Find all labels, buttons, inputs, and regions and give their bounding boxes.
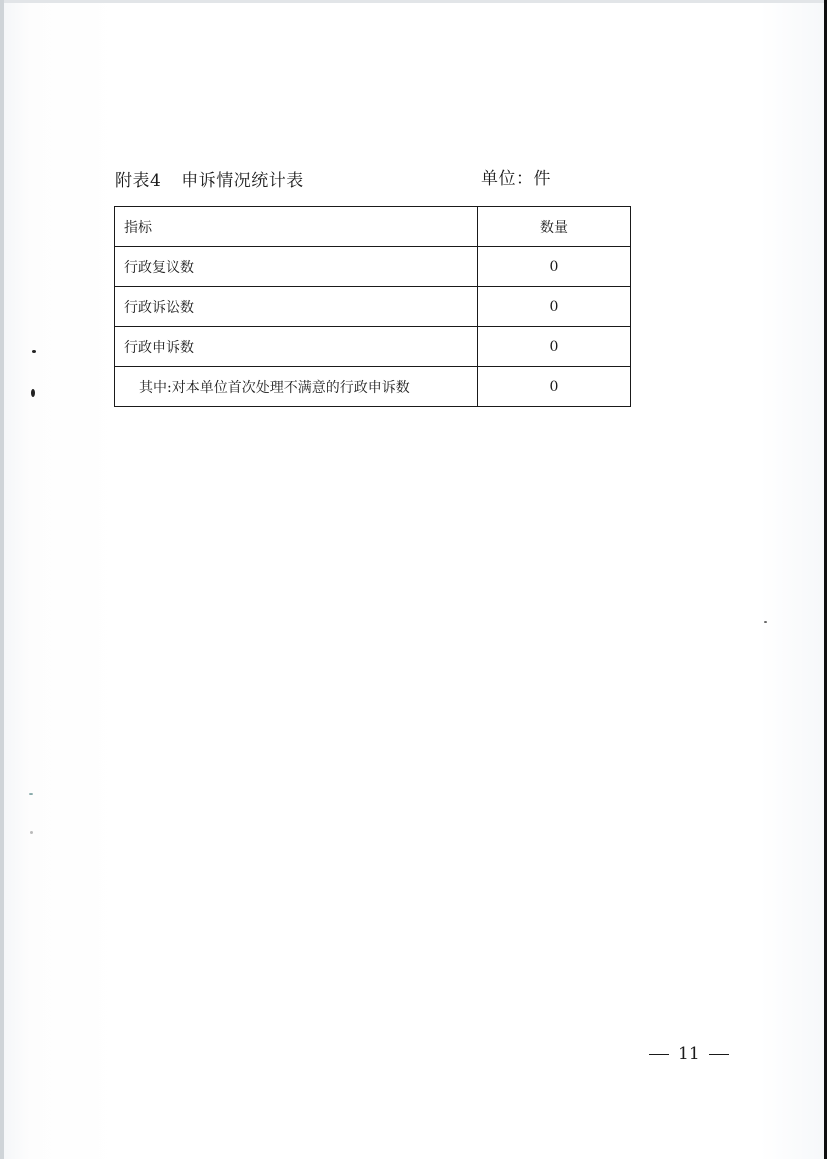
scan-speck: [32, 350, 36, 353]
scan-speck: [764, 621, 767, 623]
scan-edge-top: [0, 0, 827, 3]
table-row: [115, 367, 631, 407]
table-caption: [115, 166, 304, 191]
row-value: 0: [478, 327, 631, 367]
table-header-line: [115, 166, 585, 196]
row-label: 行政诉讼数: [115, 287, 478, 327]
page-number: 11: [678, 1044, 700, 1064]
caption-title: 申诉情况统计表: [181, 171, 304, 191]
row-value: 0: [478, 287, 631, 327]
statistics-table: [114, 206, 631, 407]
header-indicator: 指标: [115, 207, 478, 247]
table-row: [115, 327, 631, 367]
scan-speck: [30, 831, 33, 834]
scan-speck: [29, 793, 33, 795]
table-row: [115, 247, 631, 287]
scan-edge-left: [0, 0, 4, 1159]
unit-label: 单位：件: [481, 169, 551, 189]
row-label: 行政申诉数: [115, 327, 478, 367]
dash-left: [649, 1054, 669, 1056]
row-value: 0: [478, 247, 631, 287]
caption-prefix: 附表4: [115, 171, 162, 191]
row-label: 其中:对本单位首次处理不满意的行政申诉数: [115, 367, 478, 407]
page-footer: [640, 1044, 738, 1064]
scan-speck: [31, 389, 35, 397]
table-header-row: [115, 207, 631, 247]
table-row: [115, 287, 631, 327]
row-value: 0: [478, 367, 631, 407]
header-quantity: 数量: [478, 207, 631, 247]
dash-right: [709, 1054, 729, 1056]
row-label: 行政复议数: [115, 247, 478, 287]
